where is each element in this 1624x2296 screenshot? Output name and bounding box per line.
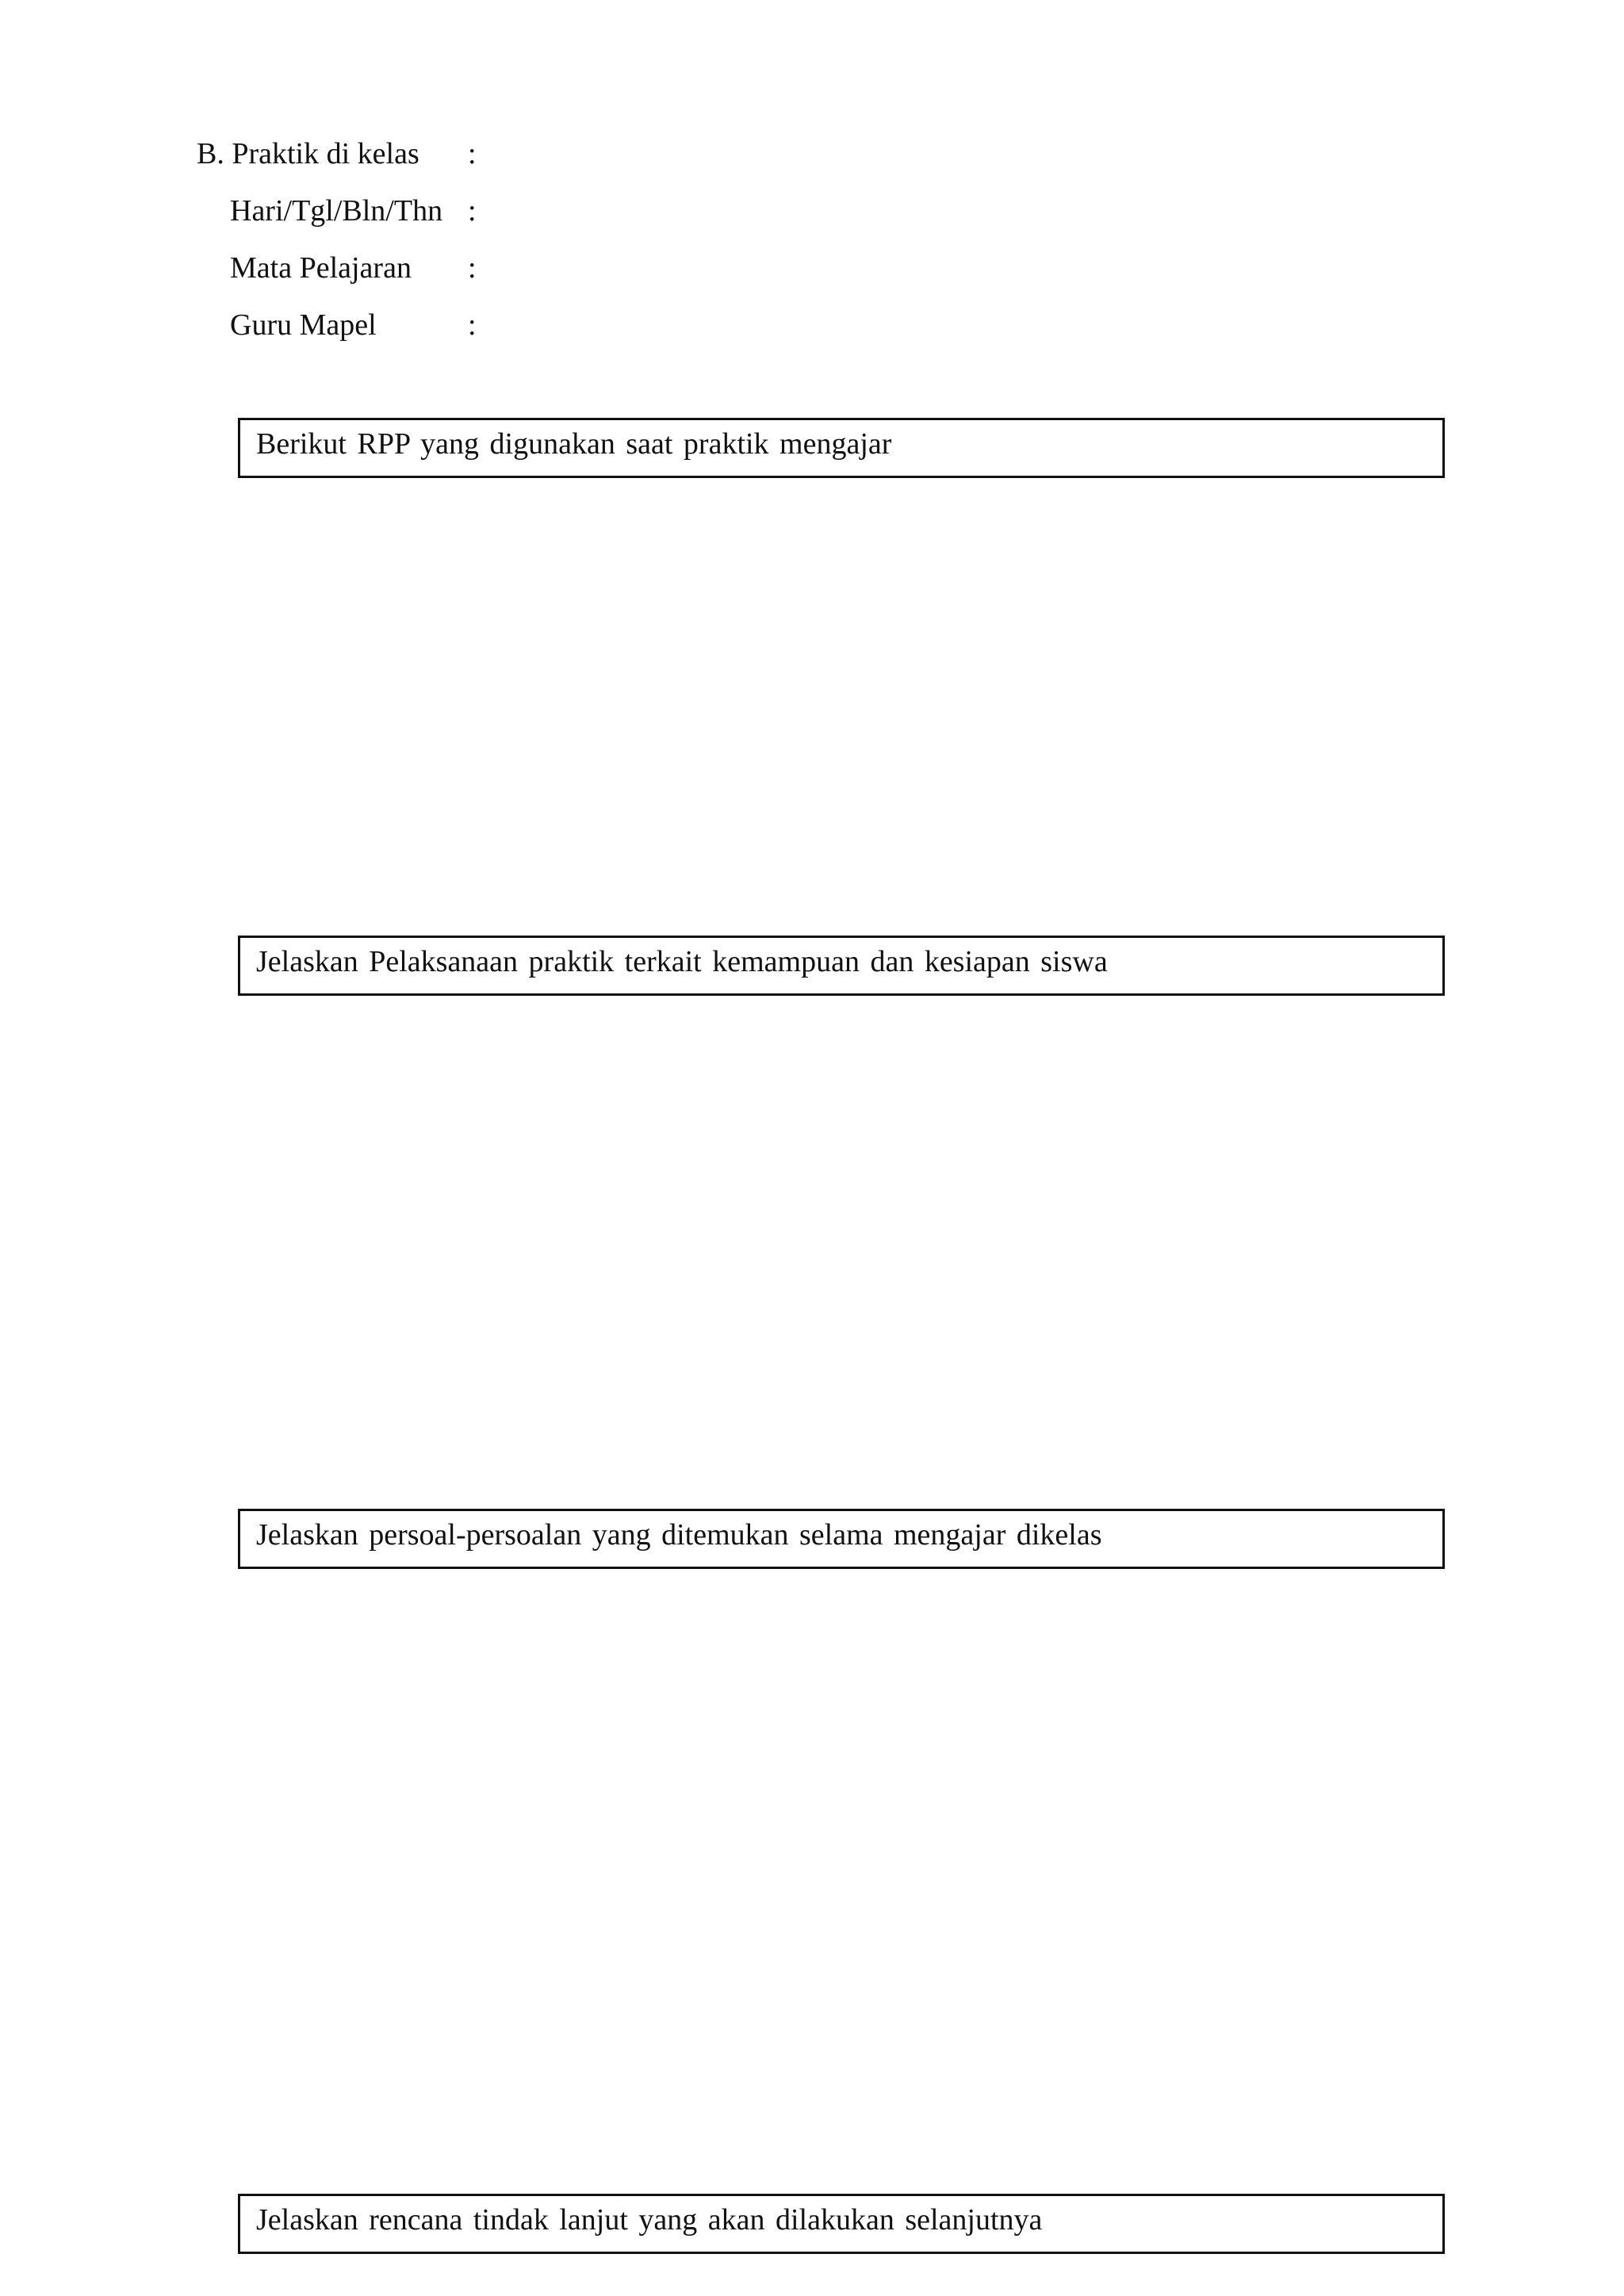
prompt-text-tindak-lanjut: Jelaskan rencana tindak lanjut yang akan dilakukan selanjutnya xyxy=(256,2203,1043,2237)
field-row-subject xyxy=(0,249,1624,287)
prompt-text-rpp: Berikut RPP yang digunakan saat praktik mengajar xyxy=(256,427,892,461)
section-heading-colon: : xyxy=(468,137,477,170)
answer-area-pelaksanaan[interactable] xyxy=(238,1005,1445,1505)
section-heading: B. Praktik di kelas xyxy=(197,137,419,170)
field-label-teacher: Guru Mapel xyxy=(230,308,377,342)
prompt-box-rpp xyxy=(238,418,1445,478)
answer-area-persoalan[interactable] xyxy=(238,1578,1445,2189)
prompt-box-pelaksanaan xyxy=(238,936,1445,996)
field-row-date xyxy=(0,192,1624,230)
prompt-box-tindak-lanjut xyxy=(238,2194,1445,2254)
prompt-text-pelaksanaan: Jelaskan Pelaksanaan praktik terkait kemampuan dan kesiapan siswa xyxy=(256,945,1108,978)
section-heading-row xyxy=(0,135,1624,173)
answer-area-rpp[interactable] xyxy=(238,488,1445,932)
prompt-box-persoalan xyxy=(238,1509,1445,1569)
field-row-teacher xyxy=(0,306,1624,344)
field-colon-teacher: : xyxy=(468,308,477,342)
field-label-subject: Mata Pelajaran xyxy=(230,251,412,285)
prompt-text-persoalan: Jelaskan persoal-persoalan yang ditemukan selama mengajar dikelas xyxy=(256,1518,1102,1552)
field-colon-subject: : xyxy=(468,251,477,285)
field-label-date: Hari/Tgl/Bln/Thn xyxy=(230,194,443,228)
field-colon-date: : xyxy=(468,194,477,228)
